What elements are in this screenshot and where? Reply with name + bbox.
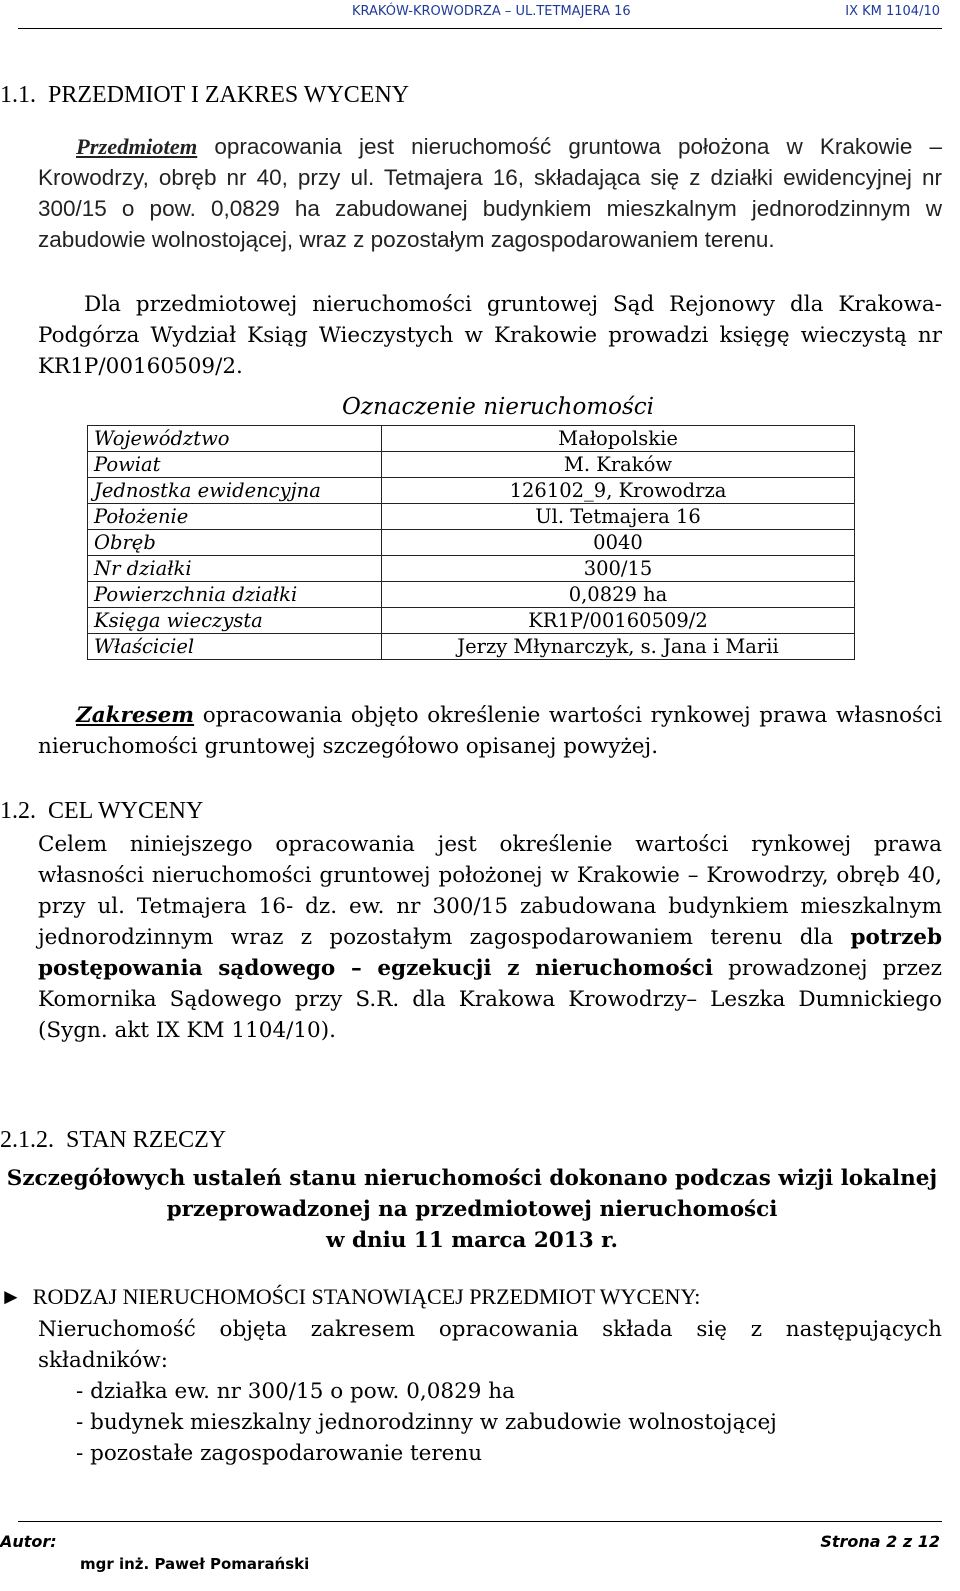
table-row [88, 530, 855, 556]
section-1-1-heading [0, 82, 409, 109]
row-label: Powiat [88, 452, 382, 478]
subject-paragraph [38, 131, 942, 255]
inspection-line-1: Szczegółowych ustaleń stanu nieruchomości dokonano podczas wizji lokalnej [6, 1166, 938, 1191]
header-address: KRAKÓW-KROWODRZA – UL.TETMAJERA 16 [352, 4, 631, 19]
section-2-1-2-heading [0, 1127, 226, 1154]
row-value: Małopolskie [382, 426, 855, 452]
table-row [88, 582, 855, 608]
row-value: 126102_9, Krowodrza [382, 478, 855, 504]
section-title: PRZEDMIOT I ZAKRES WYCENY [48, 82, 410, 108]
subject-lead: Przedmiotem [76, 134, 198, 159]
section-title: CEL WYCENY [48, 798, 204, 824]
header-divider [18, 28, 942, 29]
table-row [88, 634, 855, 660]
purpose-text-b: prowadzonej przez Komornika Sądowego przy S.R. dla Krakowa Krowodrzy– Leszka Dumnickiego (Sygn. akt IX KM 1104/10). [38, 956, 942, 1043]
section-1-2-heading [0, 798, 203, 825]
scope-text: opracowania objęto określenie wartości rynkowej prawa własności nieruchomości gruntowej szczegółowo opisanej powyżej. [38, 703, 942, 759]
property-type-title: RODZAJ NIERUCHOMOŚCI STANOWIĄCEJ PRZEDMIOT WYCENY: [32, 1284, 701, 1309]
bullet-arrow-icon: ► [0, 1284, 22, 1309]
row-label: Księga wieczysta [88, 608, 382, 634]
section-number: 2.1.2. [0, 1127, 54, 1153]
list-item: - budynek mieszkalny jednorodzinny w zabudowie wolnostojącej [76, 1410, 777, 1435]
row-value: 300/15 [382, 556, 855, 582]
purpose-text-a: Celem niniejszego opracowania jest określenie wartości rynkowej prawa własności nieruchomości gruntowej położonej w Krakowie – Krowodrzy, obręb 40, przy ul. Tetmajera 16- dz. ew. nr 300/15 zabudowana budynkiem mieszkalnym jednorodzinnym wraz z pozostałym zagospodarowaniem terenu dla [38, 832, 942, 950]
table-row [88, 452, 855, 478]
row-label: Obręb [88, 530, 382, 556]
property-table [87, 425, 855, 660]
row-value: Ul. Tetmajera 16 [382, 504, 855, 530]
inspection-line-3: w dniu 11 marca 2013 r. [325, 1228, 619, 1253]
section-number: 1.2. [0, 798, 36, 824]
row-label: Jednostka ewidencyjna [88, 478, 382, 504]
row-value: 0,0829 ha [382, 582, 855, 608]
footer-author-label: Autor: [0, 1532, 57, 1551]
subject-text: opracowania jest nieruchomość gruntowa położona w Krakowie – Krowodrzy, obręb nr 40, przy ul. Tetmajera 16, składająca się z działki ewidencyjnej nr 300/15 o pow. 0,0829 ha zabudowanej budynkiem mieszkalnym jednorodzinnym w zabudowie wolnostojącej, wraz z pozostałym zagospodarowaniem terenu. [38, 134, 942, 252]
table-row [88, 478, 855, 504]
list-item: - działka ew. nr 300/15 o pow. 0,0829 ha [76, 1379, 515, 1404]
land-register-paragraph [38, 289, 942, 382]
scope-lead: Zakresem [76, 703, 195, 728]
purpose-text-bold: potrzeb postępowania sądowego – egzekucji z nieruchomości [38, 925, 942, 981]
purpose-paragraph [38, 829, 942, 1046]
land-register-text: Dla przedmiotowej nieruchomości gruntowej Sąd Rejonowy dla Krakowa-Podgórza Wydział Ksiąg Wieczystych w Krakowie prowadzi księgę wieczystą nr KR1P/00160509/2. [38, 292, 942, 379]
row-label: Powierzchnia działki [88, 582, 382, 608]
row-label: Właściciel [88, 634, 382, 660]
row-value: KR1P/00160509/2 [382, 608, 855, 634]
footer-divider [18, 1521, 942, 1522]
row-value: Jerzy Młynarczyk, s. Jana i Marii [382, 634, 855, 660]
section-number: 1.1. [0, 82, 36, 108]
property-type-heading [0, 1284, 700, 1310]
row-label: Województwo [88, 426, 382, 452]
header-case-number: IX KM 1104/10 [845, 4, 940, 19]
table-row [88, 608, 855, 634]
property-type-intro: Nieruchomość objęta zakresem opracowania składa się z następujących składników: [38, 1317, 942, 1373]
table-row [88, 504, 855, 530]
inspection-line-2: przeprowadzonej na przedmiotowej nieruchomości [166, 1197, 778, 1222]
footer-page-number: Strona 2 z 12 [820, 1532, 940, 1551]
table-row [88, 426, 855, 452]
row-label: Położenie [88, 504, 382, 530]
property-table-title: Oznaczenie nieruchomości [342, 394, 655, 420]
section-title: STAN RZECZY [66, 1127, 227, 1153]
row-label: Nr działki [88, 556, 382, 582]
row-value: M. Kraków [382, 452, 855, 478]
table-row [88, 556, 855, 582]
scope-paragraph [38, 700, 942, 762]
row-value: 0040 [382, 530, 855, 556]
list-item: - pozostałe zagospodarowanie terenu [76, 1441, 483, 1466]
footer-author-name: mgr inż. Paweł Pomarański [80, 1555, 310, 1573]
